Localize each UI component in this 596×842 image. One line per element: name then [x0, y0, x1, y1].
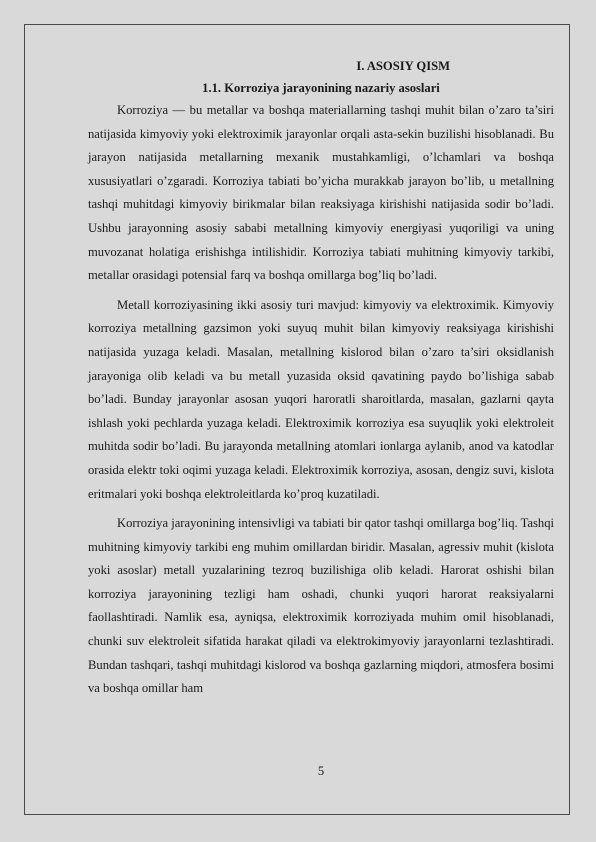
paragraph-3: Korroziya jarayonining intensivligi va tabiati bir qator tashqi omillarga bog’liq. Tashqi muhitning kimyoviy tarkibi eng muhim omillardan biridir. Masalan, agressiv muhit (kislota yoki asoslar) metall yuzalarining tezroq buzilishiga olib keladi. Harorat oshishi bilan korroziya jarayonining tezligi ham oshadi, chunki yuqori harorat reaksiyalarni faollashtiradi. Namlik esa, ayniqsa, elektroximik korroziyada muhim omil hisoblanadi, chunki suv elektroleit sifatida harakat qiladi va elektrokimyoviy jarayonlarni tezlashtiradi. Bundan tashqari, tashqi muhitdagi kislorod va boshqa gazlarning miqdori, atmosfera bosimi va boshqa omillar ham — [88, 516, 554, 696]
document-body — [88, 55, 554, 707]
paragraph-1: Korroziya — bu metallar va boshqa materiallarning tashqi muhit bilan o’zaro ta’siri natijasida kimyoviy yoki elektroximik jarayonlar orqali asta-sekin buzilishi hisoblanadi. Bu jarayon natijasida metallarning mexanik mustahkamligi, o’lchamlari va boshqa xususiyatlari o’zgaradi. Korroziya tabiati bo’yicha murakkab jarayon bo’lib, u metallning tashqi muhitdagi kimyoviy birikmalar bilan reaksiyaga kirishishi natijasida sodir bo’ladi. Ushbu jarayonning asosiy sababi metallning kimyoviy energiyasi yuqoriligi va uning muvozanat holatiga erishishga intilishidir. Korroziya tabiati muhitning kimyoviy tarkibi, metallar orasidagi potensial farq va boshqa omillarga bog’liq bo’ladi. — [88, 103, 554, 283]
paragraph-2: Metall korroziyasining ikki asosiy turi mavjud: kimyoviy va elektroximik. Kimyoviy korroziya metallning gazsimon yoki suyuq muhit bilan kimyoviy reaksiyaga kirishishi natijasida yuzaga keladi. Masalan, metallning kislorod bilan o’zaro ta’siri oksidlanish jarayoniga olib keladi va bu metall yuzasida oksid qavatining paydo bo’lishiga sabab bo’ladi. Bunday jarayonlar asosan yuqori haroratli sharoitlarda, masalan, gazlarni qayta ishlash yoki pechlarda yuzaga keladi. Elektroximik korroziya esa suyuqlik yoki elektroleit muhitda sodir bo’ladi. Bu jarayonda metallning atomlari ionlarga aylanib, anod va katodlar orasida elektr toki oqimi yuzaga keladi. Elektroximik korroziya, asosan, dengiz suvi, kislota eritmalari yoki boshqa elektroleitlarda ko’proq kuzatiladi. — [88, 297, 554, 501]
chapter-heading: I. ASOSIY QISM — [356, 59, 450, 73]
page-number: 5 — [317, 764, 325, 778]
section-heading: 1.1. Korroziya jarayonining nazariy asoslari — [202, 81, 440, 95]
